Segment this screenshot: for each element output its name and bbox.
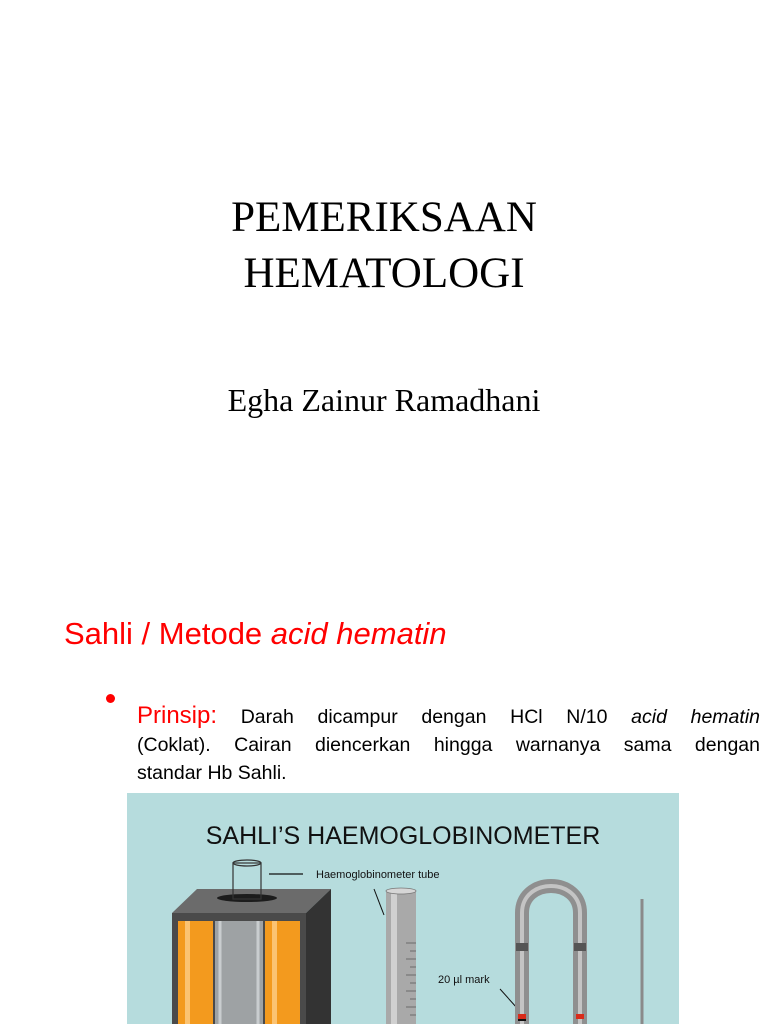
comparator-block [172,860,331,1024]
bullet-dot-icon [106,694,115,703]
title-line-1: PEMERIKSAAN [231,194,537,241]
bullet-text-italic: acid hematin [631,706,760,728]
author-name: Egha Zainur Ramadhani [227,382,541,418]
bullet-line-1 [137,702,760,731]
haemoglobinometer-illustration [127,793,679,1024]
bullet-label: Prinsip: [137,702,218,729]
section-heading-plain: Sahli / Metode [64,616,271,651]
section-heading-italic: acid hematin [270,616,447,651]
title-line-2: HEMATOLOGI [243,250,525,297]
amber-standard-left [178,921,213,1024]
bullet-line-2: (Coklat). Cairan diencerkan hingga warnanya sama dengan [137,734,760,756]
haemoglobinometer-figure [127,793,679,1024]
figure-title: SAHLI’S HAEMOGLOBINOMETER [205,822,601,850]
label-20ul-mark: 20 µl mark [438,974,490,986]
slide-title [0,190,768,302]
bent-pipette [516,886,586,1024]
amber-standard-right [265,921,300,1024]
haemoglobinometer-tube [386,888,416,1024]
bullet-paragraph [137,702,760,787]
bullet-text-1: Darah dicampur dengan HCl N/10 [217,706,632,728]
label-tube: Haemoglobinometer tube [316,869,440,881]
bullet-line-3: standar Hb Sahli. [137,762,287,784]
section-heading [64,612,447,656]
